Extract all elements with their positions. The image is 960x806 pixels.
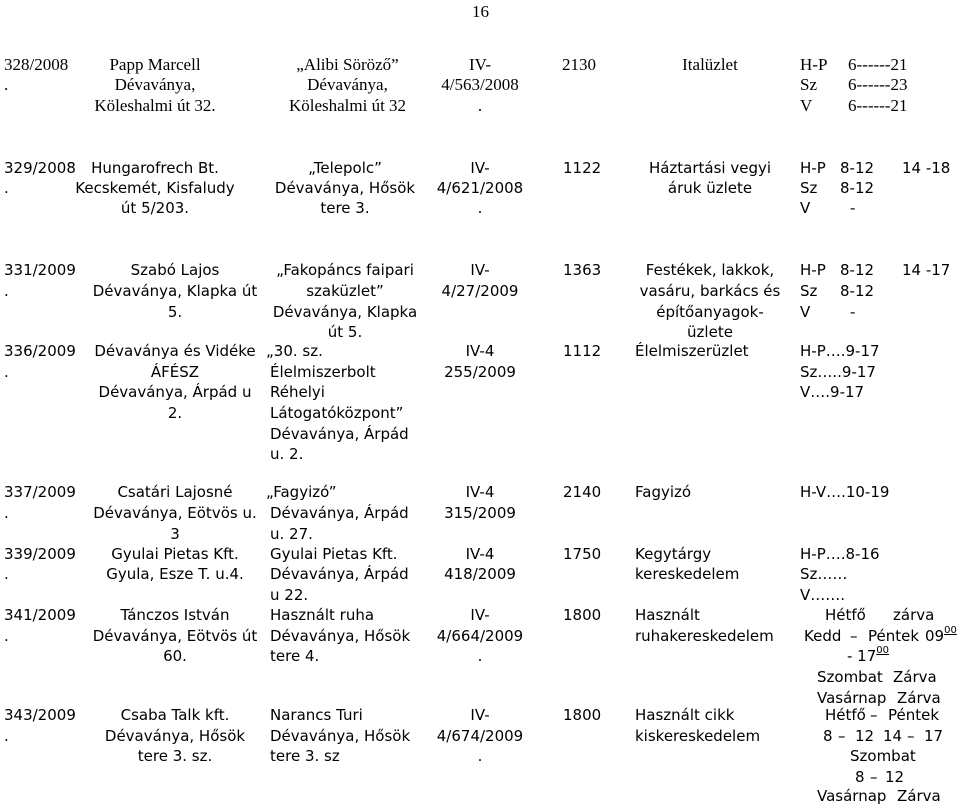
opening-hours-value: 14 — [883, 727, 903, 745]
owner-line: Gyula, Esze T. u.4. — [106, 565, 244, 583]
owner-line: Dévaványa, Eötvös út — [92, 627, 258, 645]
shop-line: út 5. — [327, 323, 363, 341]
opening-hours-day: Vasárnap — [817, 689, 887, 707]
record-number-dot: . — [4, 363, 9, 381]
day-label: H-P — [800, 261, 826, 279]
shop-type: Élelmiszerüzlet — [635, 342, 749, 360]
registration-line: IV- — [470, 606, 490, 624]
shop-line: „30. sz. — [266, 342, 323, 360]
shop-line: tere 4. — [270, 647, 320, 665]
shop-type: építőanyagok- — [656, 303, 764, 321]
opening-hours-value: 17 — [924, 727, 944, 745]
opening-hours-value: Zárva — [893, 668, 937, 686]
owner-line: Szabó Lajos — [130, 261, 220, 279]
shop-line: u 22. — [270, 586, 309, 604]
shop-line: Használt ruha — [270, 606, 375, 624]
opening-hours: 6------21 — [848, 55, 908, 74]
registration-line: . — [477, 96, 483, 115]
opening-hours-dash: – — [870, 706, 878, 724]
shop-line: „Fakopáncs faipari — [276, 261, 414, 279]
owner-line: Papp Marcell — [109, 55, 201, 74]
day-label: Sz — [800, 282, 818, 300]
opening-hours-value: 8 — [823, 727, 833, 745]
owner-line: 60. — [163, 647, 187, 665]
activity-code: 1363 — [563, 261, 602, 279]
activity-code: 1122 — [563, 159, 602, 177]
shop-line: Narancs Turi — [270, 706, 363, 724]
owner-line: Dévaványa, Klapka út — [92, 282, 258, 300]
shop-line: Dévaványa, Árpád — [270, 425, 409, 443]
activity-code: 2130 — [562, 55, 596, 74]
day-label: H-P — [800, 55, 828, 74]
owner-line: Csaba Talk kft. — [120, 706, 230, 724]
registration-line: 4/621/2008 — [436, 179, 524, 197]
shop-type: Italüzlet — [682, 55, 738, 74]
shop-type: Háztartási vegyi — [648, 159, 772, 177]
opening-hours-value: Zárva — [897, 787, 941, 805]
opening-hours: H-P….9-17 — [800, 342, 880, 360]
record-number: 331/2009 — [4, 261, 76, 279]
registration-line: IV-4 — [465, 545, 495, 563]
record-number: 339/2009 — [4, 545, 76, 563]
opening-hours: Sz…..9-17 — [800, 363, 876, 381]
shop-type: Használt — [635, 606, 700, 624]
owner-line: Dévaványa és Vidéke — [94, 342, 256, 360]
registration-line: IV-4 — [465, 342, 495, 360]
registration-line: . — [477, 647, 483, 665]
shop-line: Réhelyi — [270, 383, 325, 401]
owner-line: Dévaványa, Árpád u — [98, 383, 252, 401]
opening-hours-day: Péntek — [888, 706, 940, 724]
registration-line: 315/2009 — [444, 504, 516, 522]
registration-line: . — [477, 747, 483, 765]
owner-line: Hungarofrech Bt. — [91, 159, 219, 177]
record-number: 336/2009 — [4, 342, 76, 360]
opening-hours-day: Vasárnap — [817, 787, 887, 805]
day-label: V — [800, 199, 811, 217]
opening-hours-day: Kedd — [804, 627, 842, 645]
opening-hours-day: Hétfő — [825, 606, 866, 624]
shop-line: Dévaványa, Hősök — [270, 727, 411, 745]
record-number-dot: . — [4, 627, 9, 645]
record-number-dot: . — [4, 565, 9, 583]
shop-line: „Alibi Söröző” — [296, 55, 399, 74]
owner-line: Csatári Lajosné — [117, 483, 233, 501]
page-number: 16 — [472, 2, 489, 21]
shop-type: Fagyizó — [635, 483, 692, 501]
shop-type: Kegytárgy — [635, 545, 712, 563]
opening-hours: Sz…… — [800, 565, 848, 583]
owner-line: Tánczos István — [120, 606, 230, 624]
owner-line: 2. — [167, 404, 183, 422]
registration-line: . — [477, 199, 483, 217]
opening-hours: 8-12 — [840, 282, 875, 300]
shop-line: Köleshalmi út 32 — [288, 96, 407, 115]
opening-hours-value: $09^{00}$ — [925, 625, 957, 645]
registration-line: 418/2009 — [444, 565, 516, 583]
registration-line: IV- — [470, 159, 490, 177]
shop-line: tere 3. sz — [270, 747, 340, 765]
opening-hours: - — [850, 303, 856, 321]
afternoon-hours: 14 -18 — [902, 159, 951, 177]
shop-line: u. 2. — [270, 445, 304, 463]
shop-line: szaküzlet” — [306, 282, 384, 300]
day-label: V — [800, 303, 811, 321]
record-number: 341/2009 — [4, 606, 76, 624]
day-label: V — [800, 96, 813, 115]
opening-hours-day: Hétfő — [825, 706, 866, 724]
shop-type: Használt cikk — [635, 706, 735, 724]
shop-type: ruhakereskedelem — [635, 627, 774, 645]
owner-line: Köleshalmi út 32. — [94, 96, 216, 115]
record-number: 329/2008 — [4, 159, 76, 177]
opening-hours-day: Péntek — [868, 627, 920, 645]
shop-line: Gyulai Pietas Kft. — [270, 545, 398, 563]
activity-code: 1112 — [563, 342, 602, 360]
record-number-dot: . — [4, 282, 9, 300]
shop-line: Látogatóközpont” — [270, 404, 404, 422]
registration-line: 4/674/2009 — [436, 727, 524, 745]
owner-line: Dévaványa, Eötvös u. — [93, 504, 257, 522]
opening-hours: 8-12 — [840, 159, 875, 177]
record-number-dot: . — [4, 504, 9, 522]
opening-hours: 8-12 — [840, 179, 875, 197]
activity-code: 1800 — [563, 706, 602, 724]
shop-type: vasáru, barkács és — [639, 282, 781, 300]
registration-line: 255/2009 — [444, 363, 516, 381]
opening-hours: H-V….10-19 — [800, 483, 890, 501]
owner-line: Kecskemét, Kisfaludy — [75, 179, 235, 197]
shop-line: „Telepolc” — [308, 159, 382, 177]
record-number-dot: . — [4, 75, 9, 94]
day-label: H-P — [800, 159, 826, 177]
owner-line: Dévaványa, Hősök — [104, 727, 246, 745]
shop-line: Dévaványa, Árpád — [270, 504, 409, 522]
owner-line: Dévaványa, — [114, 75, 196, 94]
owner-line: 5. — [167, 303, 183, 321]
record-number: 343/2009 — [4, 706, 76, 724]
registration-line: IV- — [470, 706, 490, 724]
owner-line: 3 — [170, 525, 180, 543]
owner-line: út 5/203. — [120, 199, 190, 217]
opening-hours: H-P….8-16 — [800, 545, 880, 563]
record-number: 328/2008 — [4, 55, 69, 74]
shop-line: Élelmiszerbolt — [270, 363, 376, 381]
opening-hours: - — [850, 199, 856, 217]
record-number-dot: . — [4, 179, 9, 197]
shop-line: Dévaványa, Árpád — [270, 565, 409, 583]
registration-line: 4/563/2008 — [441, 75, 519, 94]
opening-hours: 8-12 — [840, 261, 875, 279]
opening-hours-day: Szombat — [817, 668, 883, 686]
opening-hours-dash: – — [838, 727, 846, 745]
shop-type: kiskereskedelem — [635, 727, 761, 745]
opening-hours-value: - $17^{00}$ — [847, 645, 890, 665]
registration-line: 4/27/2009 — [441, 282, 519, 300]
opening-hours-dash: – — [870, 768, 878, 786]
shop-line: Dévaványa, Hősök — [274, 179, 416, 197]
record-number-dot: . — [4, 727, 9, 745]
shop-line: Dévaványa, Hősök — [270, 627, 411, 645]
activity-code: 2140 — [563, 483, 602, 501]
owner-line: tere 3. sz. — [137, 747, 213, 765]
day-label: Sz — [800, 179, 818, 197]
registration-line: IV-4 — [465, 483, 495, 501]
opening-hours-value: 12 — [855, 727, 875, 745]
shop-line: Dévaványa, — [307, 75, 388, 94]
shop-line: „Fagyizó” — [266, 483, 337, 501]
shop-type: áruk üzlete — [667, 179, 753, 197]
opening-hours-value: 8 — [855, 768, 865, 786]
day-label: Sz — [800, 75, 817, 94]
registration-line: IV- — [470, 261, 490, 279]
registration-line: 4/664/2009 — [436, 627, 524, 645]
activity-code: 1750 — [563, 545, 602, 563]
shop-line: Dévaványa, Klapka — [272, 303, 418, 321]
registration-line: IV- — [468, 55, 492, 74]
shop-type: kereskedelem — [635, 565, 740, 583]
opening-hours: 6------23 — [848, 75, 908, 94]
shop-line: u. 27. — [270, 525, 313, 543]
opening-hours: 6------21 — [848, 96, 908, 115]
opening-hours-day: Szombat — [850, 747, 916, 765]
owner-line: ÁFÉSZ — [150, 363, 200, 381]
opening-hours-dash: – — [850, 627, 858, 645]
opening-hours-dash: – — [907, 727, 915, 745]
opening-hours: V……. — [800, 586, 846, 604]
shop-type: üzlete — [687, 323, 733, 341]
shop-type: Festékek, lakkok, — [645, 261, 775, 279]
owner-line: Gyulai Pietas Kft. — [111, 545, 239, 563]
afternoon-hours: 14 -17 — [902, 261, 951, 279]
opening-hours-value: zárva — [893, 606, 935, 624]
opening-hours: V….9-17 — [800, 383, 865, 401]
opening-hours-value: 12 — [885, 768, 905, 786]
shop-line: tere 3. — [320, 199, 370, 217]
opening-hours-value: Zárva — [897, 689, 941, 707]
activity-code: 1800 — [563, 606, 602, 624]
record-number: 337/2009 — [4, 483, 76, 501]
